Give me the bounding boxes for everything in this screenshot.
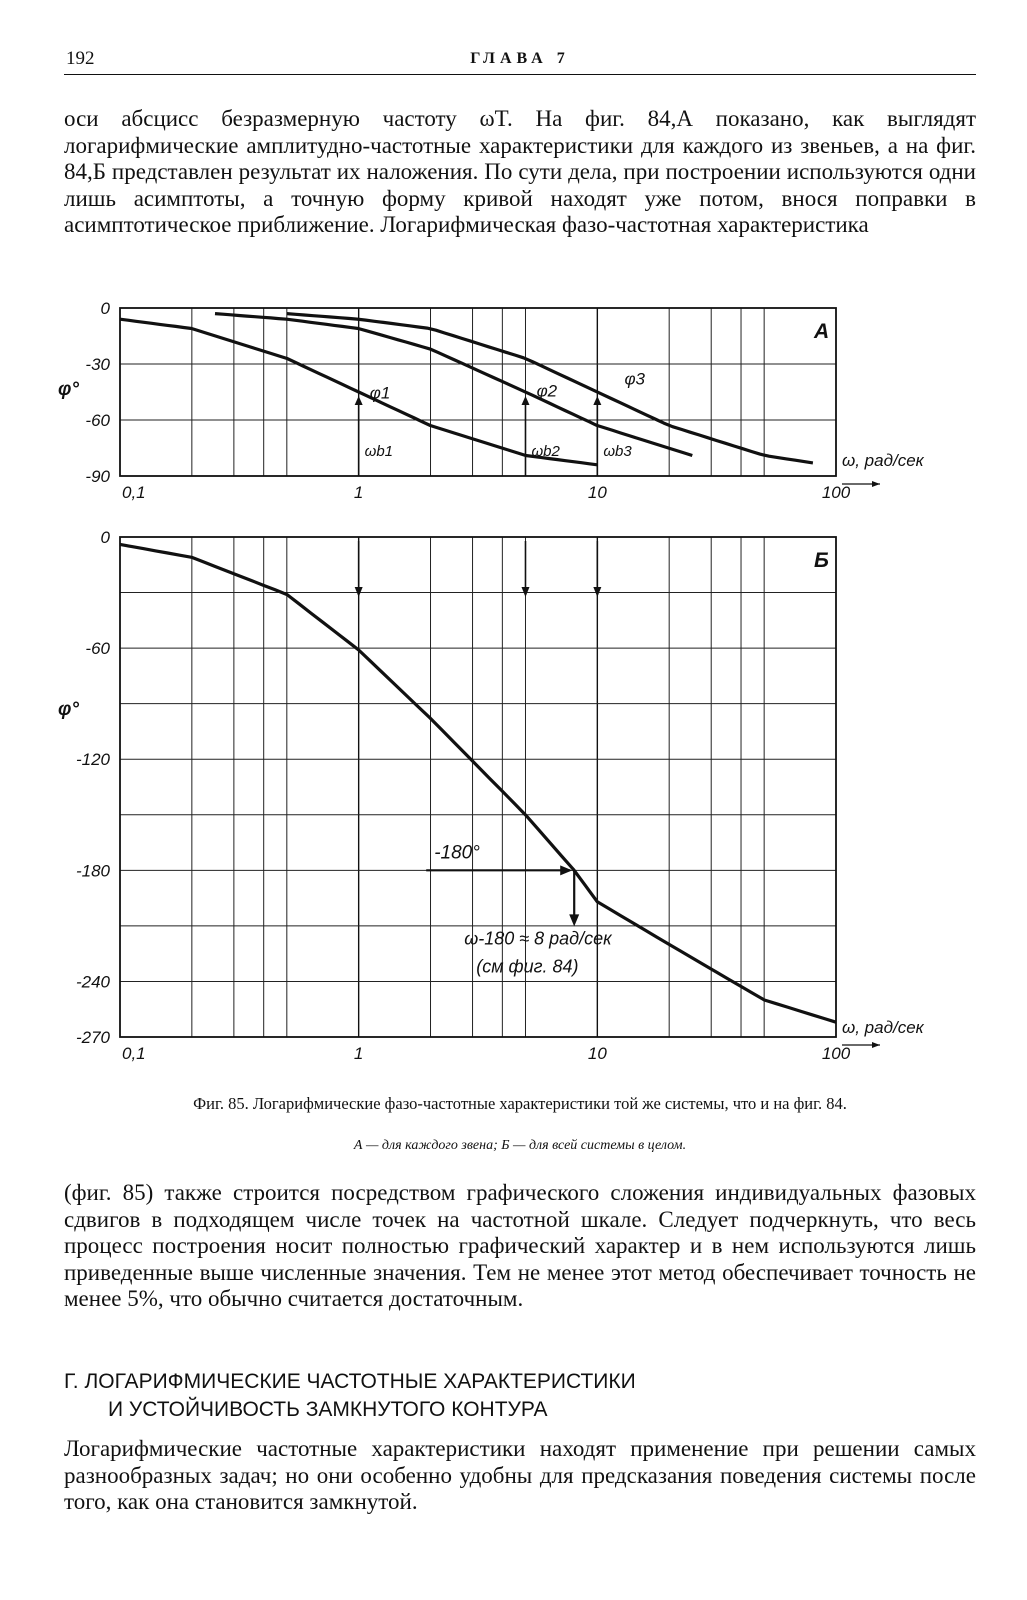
y-axis-label: φ°: [58, 379, 79, 400]
break-frequency-label: ωb3: [603, 443, 632, 460]
section-heading: [64, 1368, 976, 1424]
x-tick-label: 1: [353, 483, 364, 502]
x-tick-label: 100: [821, 1044, 851, 1063]
y-axis-label: φ°: [58, 699, 79, 720]
series-label-φ1: φ1: [369, 383, 391, 403]
paragraph-bottom: Логарифмические частотные характеристики находят применение при решении самых разнообразных задач; но они особенно удобны для предсказания поведения системы после того, как она становится замкнутой.: [64, 1436, 976, 1514]
chapter-title: ГЛАВА 7: [470, 50, 570, 67]
series-label-φ3: φ3: [624, 369, 645, 389]
break-frequency-label: ωb1: [364, 443, 394, 460]
x-tick-label: 0,1: [122, 483, 146, 502]
page-number: 192: [66, 48, 95, 69]
y-tick-label: -270: [75, 1028, 110, 1047]
y-tick-label: -120: [75, 750, 110, 770]
chart-a: [0, 290, 1027, 500]
x-tick-label: 10: [587, 1044, 607, 1063]
chart-b: [0, 525, 1027, 1085]
panel-label: А: [814, 320, 830, 343]
x-axis-label: ω, рад/сек: [842, 451, 924, 470]
x-tick-label: 1: [353, 1044, 364, 1063]
y-tick-label: -60: [85, 411, 110, 430]
y-tick-label: -30: [85, 355, 110, 374]
y-tick-label: -180: [75, 861, 110, 881]
break-arrow-head: [521, 396, 529, 405]
crossover-reference-label: (см фиг. 84): [476, 956, 579, 977]
marker-arrow-head: [593, 587, 601, 597]
x-axis-label: ω, рад/сек: [842, 1018, 924, 1037]
break-arrow-head: [593, 396, 601, 405]
y-tick-label: -90: [85, 467, 110, 486]
x-tick-label: 10: [587, 483, 607, 502]
panel-label: Б: [814, 549, 829, 572]
series-curve-sum: [120, 544, 836, 1022]
plot-frame: [120, 308, 836, 476]
break-arrow-head: [355, 396, 363, 405]
series-label-φ2: φ2: [536, 381, 558, 401]
x-axis-arrow-head: [872, 481, 880, 487]
figure-caption-sub: А — для каждого звена; Б — для всей системы в целом.: [353, 1138, 687, 1153]
break-frequency-label: ωb2: [531, 443, 560, 460]
page-header: [64, 44, 976, 75]
grid-lines: [120, 308, 836, 476]
section-heading-line2: И УСТОЙЧИВОСТЬ ЗАМКНУТОГО КОНТУРА: [108, 1398, 548, 1421]
paragraph-top: оси абсцисс безразмерную частоту ωT. На фиг. 84,А показано, как выглядят логарифмические амплитудно-частотные характеристики для каждого из звеньев, а на фиг. 84,Б представлен результат их наложения. По сути дела, при построении используются одни лишь асимптоты, а точную форму кривой находят уже потом, внося поправки в асимптотическое приближение. Логарифмическая фазо-частотная характеристика: [64, 106, 976, 237]
y-tick-label: 0: [100, 528, 110, 547]
x-tick-label: 0,1: [122, 1044, 146, 1063]
paragraph-middle: (фиг. 85) также строится посредством графического сложения индивидуальных фазовых сдвигов в подходящем числе точек на частотной шкале. Следует подчеркнуть, что весь процесс построения носит полностью графический характер и в нем используются лишь приведенные выше численные значения. Тем не менее этот метод обеспечивает точность не менее 5%, что обычно считается достаточным.: [64, 1180, 976, 1311]
section-heading-line1: Г. ЛОГАРИФМИЧЕСКИЕ ЧАСТОТНЫЕ ХАРАКТЕРИСТИКИ: [64, 1370, 636, 1393]
y-tick-label: -240: [75, 972, 110, 992]
figure-caption: Фиг. 85. Логарифмические фазо-частотные характеристики той же системы, что и на фиг. 84.: [193, 1094, 847, 1113]
marker-arrow-head: [521, 587, 529, 597]
crossover-down-head: [569, 914, 579, 926]
crossover-frequency-label: ω-180 ≈ 8 рад/сек: [464, 928, 612, 949]
y-tick-label: 0: [100, 299, 110, 318]
marker-arrow-head: [355, 587, 363, 597]
x-tick-label: 100: [821, 483, 851, 502]
x-axis-arrow-head: [872, 1042, 880, 1048]
crossover-label: -180°: [434, 842, 480, 864]
y-tick-label: -60: [85, 639, 110, 659]
